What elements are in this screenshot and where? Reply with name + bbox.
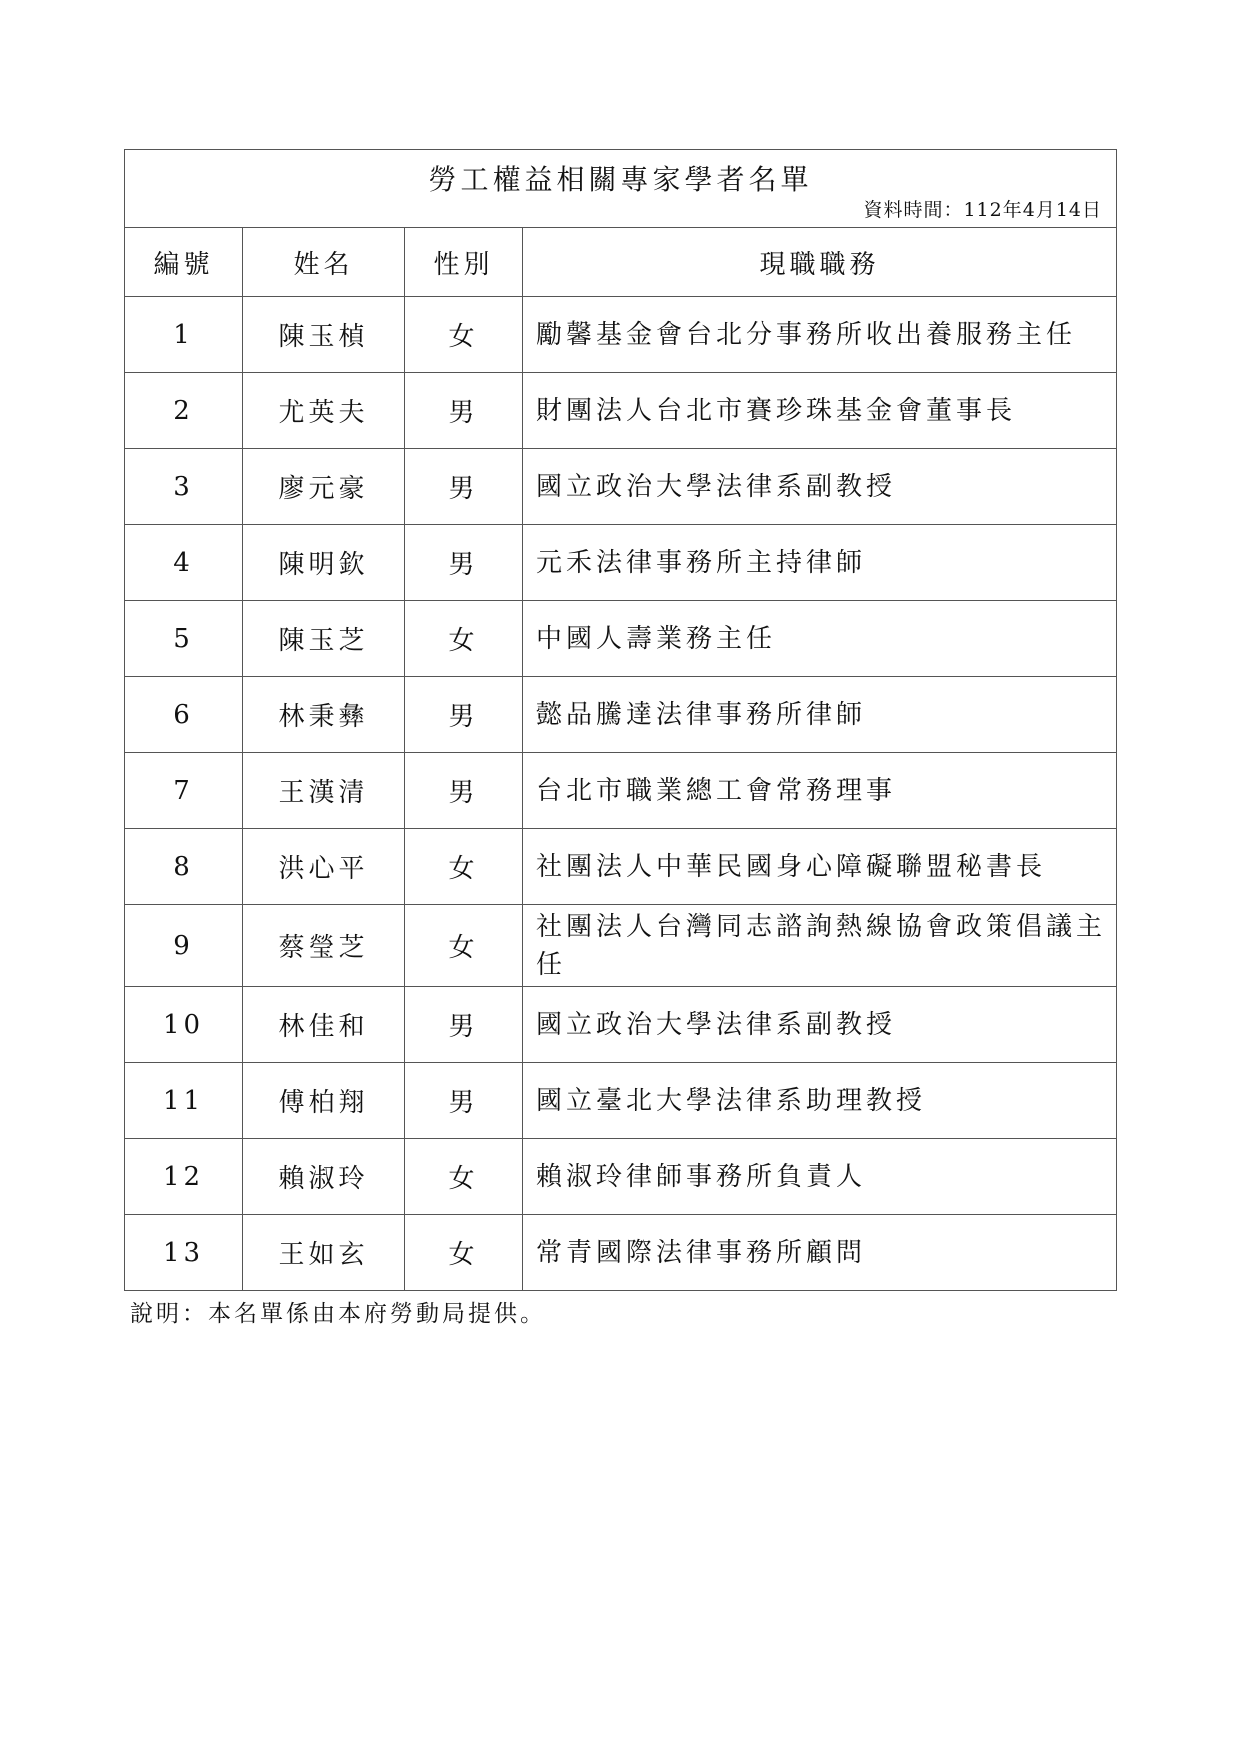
cell-name: 王如玄 xyxy=(243,1215,405,1291)
expert-roster-table xyxy=(124,149,1117,1291)
cell-gender: 男 xyxy=(405,525,523,601)
cell-position: 社團法人台灣同志諮詢熱線協會政策倡議主任 xyxy=(523,905,1117,987)
cell-gender: 男 xyxy=(405,677,523,753)
table-row xyxy=(125,905,1117,987)
table-row xyxy=(125,373,1117,449)
cell-gender: 男 xyxy=(405,987,523,1063)
table-row xyxy=(125,449,1117,525)
cell-gender: 男 xyxy=(405,1063,523,1139)
cell-position: 賴淑玲律師事務所負責人 xyxy=(523,1139,1117,1215)
cell-position: 懿品騰達法律事務所律師 xyxy=(523,677,1117,753)
cell-gender: 女 xyxy=(405,601,523,677)
cell-gender: 女 xyxy=(405,1139,523,1215)
cell-position: 台北市職業總工會常務理事 xyxy=(523,753,1117,829)
cell-no: 1 xyxy=(125,297,243,373)
cell-position: 中國人壽業務主任 xyxy=(523,601,1117,677)
data-date: 資料時間：112年4月14日 xyxy=(863,199,1102,221)
table-row xyxy=(125,753,1117,829)
cell-position: 勵馨基金會台北分事務所收出養服務主任 xyxy=(523,297,1117,373)
table-row xyxy=(125,829,1117,905)
cell-name: 林佳和 xyxy=(243,987,405,1063)
cell-gender: 女 xyxy=(405,1215,523,1291)
table-row xyxy=(125,601,1117,677)
table-row xyxy=(125,677,1117,753)
table-row xyxy=(125,1215,1117,1291)
cell-no: 4 xyxy=(125,525,243,601)
cell-no: 13 xyxy=(125,1215,243,1291)
header-gender: 性別 xyxy=(405,228,523,297)
cell-name: 陳玉芝 xyxy=(243,601,405,677)
footer-note: 說明：本名單係由本府勞動局提供。 xyxy=(130,1301,546,1327)
table-row xyxy=(125,1063,1117,1139)
cell-gender: 男 xyxy=(405,753,523,829)
cell-gender: 女 xyxy=(405,829,523,905)
table-row xyxy=(125,525,1117,601)
cell-no: 10 xyxy=(125,987,243,1063)
document-title: 勞工權益相關專家學者名單 xyxy=(428,163,813,196)
cell-no: 2 xyxy=(125,373,243,449)
header-position: 現職職務 xyxy=(523,228,1117,297)
cell-name: 陳明欽 xyxy=(243,525,405,601)
cell-position: 社團法人中華民國身心障礙聯盟秘書長 xyxy=(523,829,1117,905)
cell-no: 7 xyxy=(125,753,243,829)
cell-name: 尤英夫 xyxy=(243,373,405,449)
table-row xyxy=(125,1139,1117,1215)
cell-gender: 女 xyxy=(405,905,523,987)
cell-position: 財團法人台北市賽珍珠基金會董事長 xyxy=(523,373,1117,449)
title-row xyxy=(125,150,1117,228)
header-no: 編號 xyxy=(125,228,243,297)
table-row xyxy=(125,987,1117,1063)
cell-name: 廖元豪 xyxy=(243,449,405,525)
cell-position: 國立政治大學法律系副教授 xyxy=(523,449,1117,525)
cell-gender: 女 xyxy=(405,297,523,373)
cell-no: 5 xyxy=(125,601,243,677)
cell-name: 陳玉楨 xyxy=(243,297,405,373)
cell-no: 3 xyxy=(125,449,243,525)
cell-name: 林秉彝 xyxy=(243,677,405,753)
cell-gender: 男 xyxy=(405,373,523,449)
cell-no: 9 xyxy=(125,905,243,987)
table-body xyxy=(125,297,1117,1291)
cell-no: 6 xyxy=(125,677,243,753)
cell-no: 11 xyxy=(125,1063,243,1139)
cell-name: 王漢清 xyxy=(243,753,405,829)
cell-name: 賴淑玲 xyxy=(243,1139,405,1215)
header-row xyxy=(125,228,1117,297)
document-page xyxy=(124,149,1116,1328)
cell-position: 國立臺北大學法律系助理教授 xyxy=(523,1063,1117,1139)
cell-name: 傅柏翔 xyxy=(243,1063,405,1139)
table-row xyxy=(125,297,1117,373)
header-name: 姓名 xyxy=(243,228,405,297)
cell-no: 8 xyxy=(125,829,243,905)
cell-gender: 男 xyxy=(405,449,523,525)
cell-position: 常青國際法律事務所顧問 xyxy=(523,1215,1117,1291)
cell-name: 洪心平 xyxy=(243,829,405,905)
cell-no: 12 xyxy=(125,1139,243,1215)
cell-position: 元禾法律事務所主持律師 xyxy=(523,525,1117,601)
cell-name: 蔡瑩芝 xyxy=(243,905,405,987)
cell-position: 國立政治大學法律系副教授 xyxy=(523,987,1117,1063)
title-cell xyxy=(125,150,1117,228)
